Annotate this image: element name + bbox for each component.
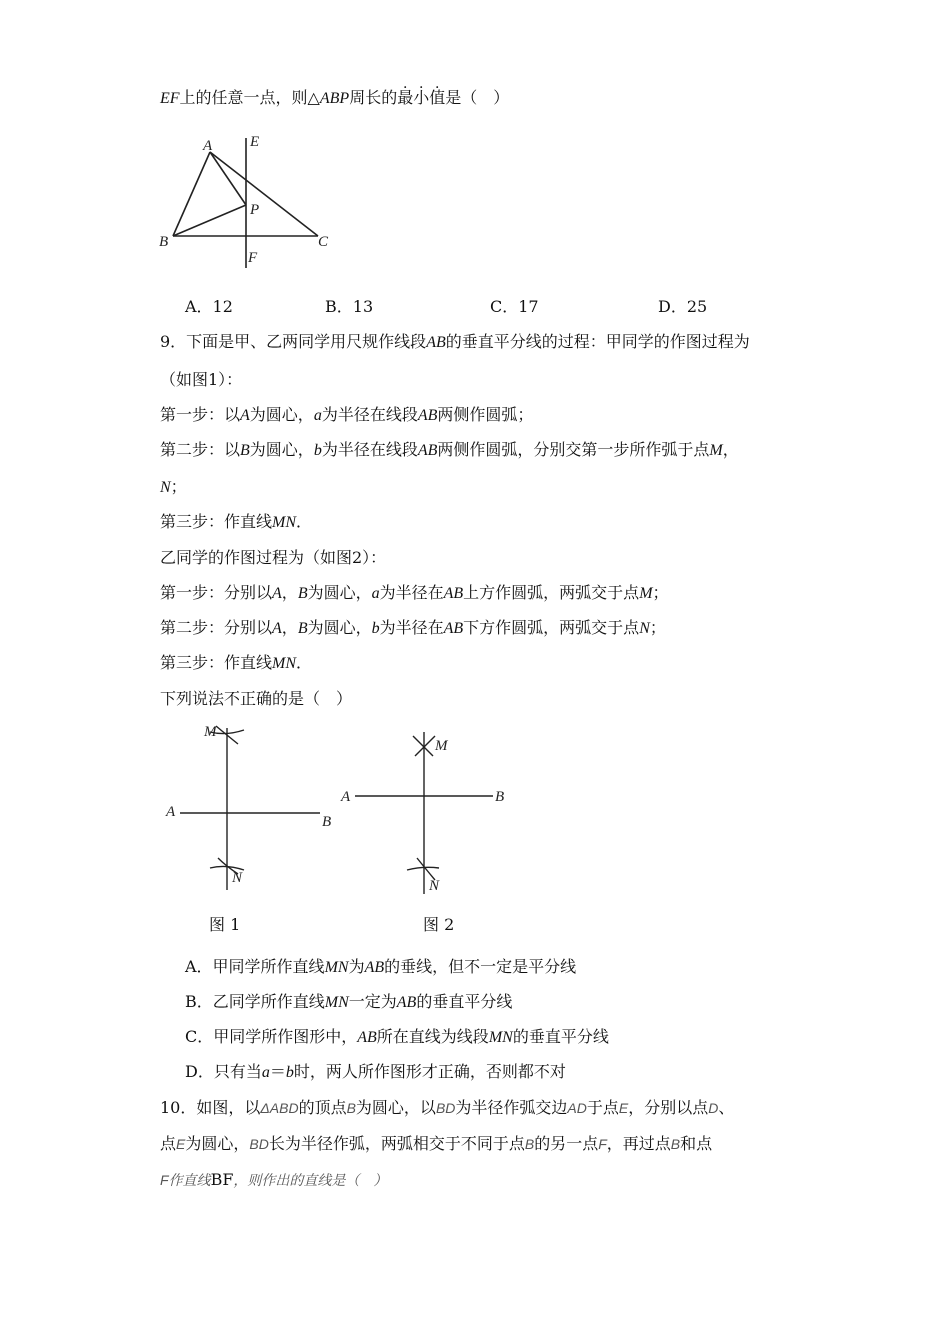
fig2-label-B: B: [495, 789, 505, 805]
q8-option-b[interactable]: B．13: [325, 297, 374, 316]
text-part: 为圆心，: [185, 1134, 250, 1153]
text-part: AB: [443, 620, 464, 637]
text-part: 于点: [586, 1098, 619, 1117]
segment-AP: [210, 152, 246, 205]
text-part: 为: [348, 957, 365, 976]
fig1-label-M: M: [204, 724, 217, 740]
q10-line1: [160, 1098, 734, 1118]
q8-triangle-figure: [150, 128, 350, 273]
text-part: 作直线: [168, 1172, 211, 1188]
text-part: B: [670, 1136, 681, 1152]
text-part: D: [708, 1100, 719, 1116]
text-part: ，再过点: [606, 1134, 671, 1153]
q9-intro-cont: （如图1）：: [160, 370, 243, 389]
label-A: A: [203, 138, 213, 154]
fig2-arc-N1: [407, 867, 439, 870]
text-part: 下方作圆弧，两弧交于点: [463, 618, 640, 637]
emphasis-char: 值: [429, 88, 446, 107]
text-part: AB: [364, 959, 385, 976]
text-part: 第二步：分别以: [160, 618, 273, 637]
text-part: B: [297, 620, 308, 637]
q9-jia-step1: [160, 405, 533, 426]
text-part: 两侧作圆弧；: [437, 405, 534, 424]
q9-intro: 9．下面是甲、乙两同学用尺规作线段AB的垂直平分线的过程：甲同学的作图过程为: [160, 332, 750, 351]
text-part: 为半径作弧交边: [455, 1098, 568, 1117]
q8-option-d[interactable]: D．25: [658, 297, 708, 316]
text-part: M: [639, 585, 653, 602]
text-part: 第一步：以: [160, 405, 241, 424]
text-part: 的另一点: [534, 1134, 599, 1153]
text-part: 为圆心，以: [355, 1098, 436, 1117]
text-part: 和点: [680, 1134, 713, 1153]
text-part: B．乙同学所作直线: [185, 992, 325, 1011]
text-part: 的垂线，但不一定是平分线: [384, 957, 577, 976]
text-part: F: [160, 1172, 169, 1188]
text-part: 、: [718, 1098, 735, 1117]
text-part: 第二步：以: [160, 440, 241, 459]
text-part: B: [297, 585, 308, 602]
q9-yi-step2: [160, 618, 666, 639]
text-part: AD: [567, 1100, 587, 1116]
text-part: ，则作出的直线是（ ）: [233, 1172, 388, 1188]
text-part: MN: [272, 655, 297, 672]
text-part: ，: [722, 440, 739, 459]
text-part: b: [371, 620, 380, 637]
text-part: ＝: [269, 1062, 286, 1081]
text-part: A: [272, 585, 282, 602]
text-part: 为圆心，: [249, 405, 314, 424]
text-part: MN: [324, 959, 349, 976]
text-part: B: [346, 1100, 356, 1116]
q9-option-b[interactable]: [185, 992, 512, 1013]
text-part: MN: [272, 514, 297, 531]
q8-stem-line: EF上的任意一点，则△ABP周长的最小值是（ ）: [160, 88, 510, 107]
text-part: ；: [649, 618, 666, 637]
fig1-label-N: N: [232, 870, 243, 886]
label-C: C: [318, 234, 329, 250]
text-part: AB: [396, 994, 417, 1011]
text-part: 为圆心，: [307, 583, 372, 602]
text-part: ；: [652, 583, 669, 602]
emphasis-char: 最: [397, 88, 414, 107]
fig2-arc-M2: [415, 736, 435, 756]
label-F: F: [248, 250, 258, 266]
q10-line2: [160, 1134, 712, 1154]
text-part: 长为半径作弧，两弧相交于不同于点: [268, 1134, 525, 1153]
q8-option-c[interactable]: C．17: [490, 297, 539, 316]
text-part: AB: [417, 442, 438, 459]
text-part: 为半径在线段: [321, 440, 418, 459]
text-part: 的垂直平分线: [512, 1027, 609, 1046]
fig2-arc-N2: [417, 858, 435, 880]
text-part: ΔABD: [260, 1100, 299, 1116]
q9-figure-1: [160, 718, 340, 898]
emphasis-char: 小: [413, 88, 430, 107]
text-part: 两侧作圆弧，分别交第一步所作弧于点: [437, 440, 710, 459]
text-part: 上方作圆弧，两弧交于点: [463, 583, 640, 602]
q9-yi-step3: [160, 653, 312, 674]
text-part: 一定为: [348, 992, 397, 1011]
q9-figure-2: [335, 718, 515, 898]
q9-jia-step2: [160, 440, 739, 461]
fig2-arc-M1: [413, 736, 433, 756]
label-P: P: [250, 202, 260, 218]
text-part: 为半径在线段: [321, 405, 418, 424]
segment-AC: [210, 152, 318, 236]
text-part: a: [261, 1064, 270, 1081]
text-part: MN: [324, 994, 349, 1011]
text-part: A．甲同学所作直线: [185, 957, 325, 976]
text-part: F: [598, 1136, 607, 1152]
fig1-caption: 图 1: [209, 915, 241, 934]
text-part: 点: [160, 1134, 177, 1153]
q9-option-a[interactable]: [185, 957, 576, 978]
label-B: B: [159, 234, 169, 250]
fig2-label-A: A: [341, 789, 351, 805]
text-part: 第三步：作直线: [160, 653, 273, 672]
fig1-label-A: A: [166, 804, 176, 820]
text-part: AB: [443, 585, 464, 602]
text-part: 为半径在: [379, 583, 444, 602]
text-part: a: [371, 585, 380, 602]
fig2-label-M: M: [435, 738, 448, 754]
text-part: 的垂直平分线: [416, 992, 513, 1011]
text-part: ，分别以点: [628, 1098, 709, 1117]
fig2-caption: 图 2: [423, 915, 455, 934]
text-part: AB: [417, 407, 438, 424]
text-part: AB: [357, 1029, 377, 1046]
text-part: C．甲同学所作图形中，: [185, 1027, 358, 1046]
emphasis-dots: [397, 88, 445, 107]
text-part: B: [524, 1136, 535, 1152]
text-part: 为半径在: [379, 618, 444, 637]
q9-yi-intro: 乙同学的作图过程为（如图2）：: [160, 548, 387, 567]
text-part: M: [709, 442, 723, 459]
text-part: b: [313, 442, 322, 459]
fig2-label-N: N: [429, 878, 440, 894]
text-part: ．: [296, 653, 313, 672]
q9-jia-step3: [160, 512, 312, 533]
text-part: 为圆心，: [307, 618, 372, 637]
label-E: E: [250, 134, 260, 150]
q9-option-c[interactable]: [185, 1027, 609, 1048]
text-part: 为圆心，: [249, 440, 314, 459]
text-part: ；: [170, 477, 187, 496]
text-part: D．只有当: [185, 1062, 262, 1081]
text-part: BF: [210, 1170, 234, 1189]
text-part: a: [313, 407, 322, 424]
text-part: 时，两人所作图形才正确，否则都不对: [293, 1062, 566, 1081]
text-part: ，: [281, 583, 298, 602]
q9-yi-step1: [160, 583, 669, 604]
text-part: MN: [488, 1029, 513, 1046]
text-part: BD: [435, 1100, 456, 1116]
text-part: 所在直线为线段: [376, 1027, 489, 1046]
text-part: N: [160, 479, 171, 496]
fig1-label-B: B: [322, 814, 332, 830]
text-part: A: [240, 407, 250, 424]
q9-option-d[interactable]: [185, 1062, 566, 1083]
text-part: BD: [249, 1136, 269, 1152]
text-part: N: [639, 620, 650, 637]
text-part: b: [285, 1064, 294, 1081]
text-part: 10．如图，以: [160, 1098, 261, 1117]
text-part: 的顶点: [298, 1098, 347, 1117]
q9-question: 下列说法不正确的是（ ）: [160, 689, 353, 708]
q10-line3: [160, 1170, 387, 1190]
text-part: 第一步：分别以: [160, 583, 273, 602]
text-part: 第三步：作直线: [160, 512, 273, 531]
text-part: E: [176, 1136, 186, 1152]
text-part: E: [618, 1100, 629, 1116]
text-part: ，: [281, 618, 298, 637]
text-part: B: [240, 442, 250, 459]
text-part: A: [272, 620, 282, 637]
text-part: ．: [296, 512, 313, 531]
q8-option-a[interactable]: A．12: [185, 297, 233, 316]
q9-jia-step2-cont: [160, 477, 187, 498]
